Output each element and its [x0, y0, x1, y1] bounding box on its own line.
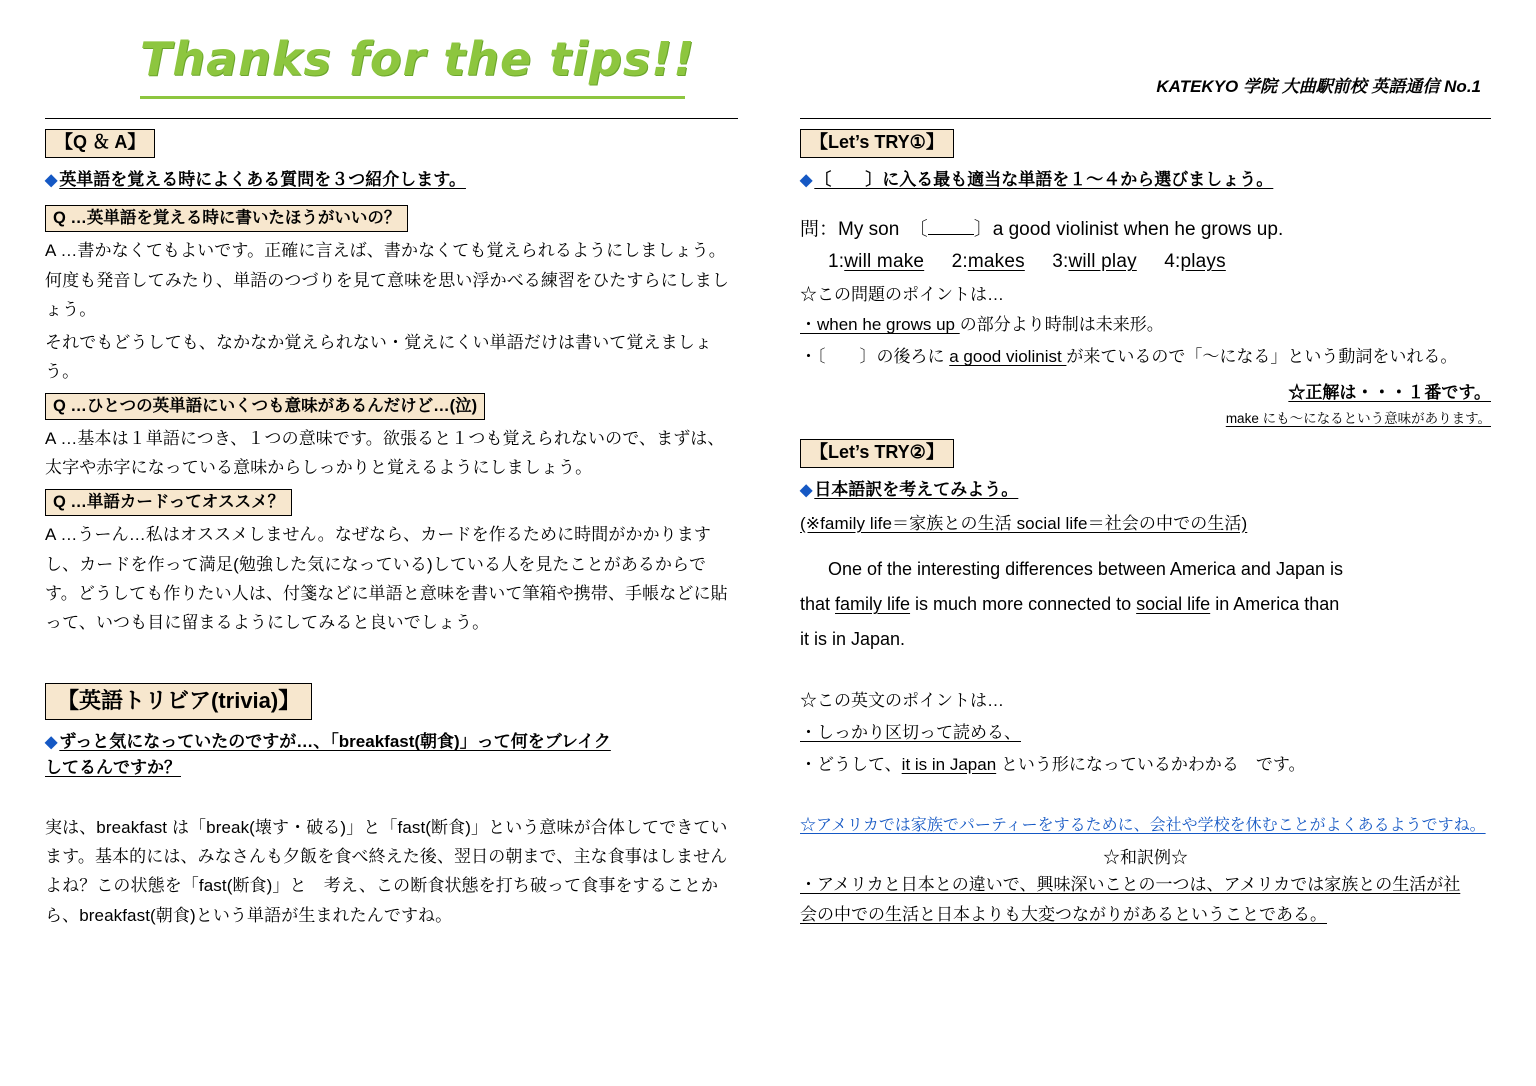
- right-spacer-1: [800, 427, 1491, 439]
- try1-note: [800, 407, 1491, 427]
- culture-note: [800, 812, 1491, 839]
- english-point-2-term: it is in Japan: [901, 754, 997, 774]
- right-column: [768, 118, 1491, 930]
- english-point-head: ☆この英文のポイントは…: [800, 691, 1004, 711]
- qa-intro-text: 英単語を覚える時によくある質問を３つ紹介します。: [59, 169, 466, 189]
- english-point-2-pre: ・どうして、: [800, 754, 902, 774]
- english-point-2-post: という形になっているかわかる です。: [996, 754, 1306, 774]
- choice-2-text: makes: [967, 251, 1025, 273]
- english-passage: [800, 552, 1491, 657]
- translation-title: ☆和訳例☆: [1103, 847, 1188, 867]
- english-line-2-b: is much more connected to: [910, 594, 1137, 614]
- choice-2-num: 2:: [951, 251, 968, 273]
- english-line-2-c: in America than: [1210, 594, 1340, 614]
- culture-note-text: ☆アメリカでは家族でパーティーをするために、会社や学校を休むことがよくあるようですね。: [800, 816, 1486, 834]
- right-top-rule: [800, 118, 1491, 119]
- qa-section-heading: 【Q ＆ A】: [45, 129, 155, 158]
- trivia-answer: 実は、breakfast は「break(壊す・破る)」と「fast(断食)」という意味が合体してできています。基本的には、みなさんも夕飯を食べ終えた後、翌日の朝まで、主な食事はしませんよね？この状態を「fast(断食)」と 考え、この断食状態を打ち破って食事をすることから、breakfast(朝食)という単語が生まれたんですね。: [45, 817, 728, 925]
- answer-3: A …うーん…私はオススメしません。なぜなら、カードを作るために時間がかかりますし、カードを作って満足(勉強した気になっている)している人を見たことがあるからです。どうしても作りたい人は、付箋などに単語と意味を書いて筆箱や携帯、手帳などに貼って、いつも目に留まるようにしてみると良いでしょう。: [45, 525, 728, 633]
- answer-1: A …書かなくてもよいです。正確に言えば、書かなくても覚えられるようにしましょう。何度も発音してみたり、単語のつづりを見て意味を思い浮かべる練習をひたすらにしましょう。: [45, 241, 729, 319]
- left-top-rule: [45, 118, 738, 119]
- try1-point-1-pre: ・when he grows up: [800, 315, 960, 335]
- trivia-spacer: [45, 787, 738, 809]
- try1-heading: 【Let’s TRY①】: [800, 129, 954, 158]
- try1-note-text: make にも～になるという意味があります。: [1225, 410, 1491, 426]
- try1-point-1: [800, 310, 1491, 340]
- glossary-note: [800, 509, 1491, 538]
- answer-1b: それでもどうしても、なかなか覚えられない・覚えにくい単語だけは書いて覚えましょう。: [45, 333, 712, 382]
- try1-point-1-post: の部分より時制は未来形。: [959, 315, 1164, 335]
- try2-instruction-line: [800, 477, 1491, 503]
- english-point-1-text: ・しっかり区切って読める、: [800, 723, 1021, 743]
- diamond-bullet-icon: ◆: [800, 481, 813, 499]
- translation-line-2: 会の中での生活と日本よりも大変つながりがあるということである。: [800, 904, 1327, 924]
- question-pre: My son 〔: [838, 218, 928, 240]
- translation-body: [800, 870, 1491, 930]
- choice-3-num: 3:: [1052, 251, 1069, 273]
- diamond-bullet-icon: ◆: [45, 171, 58, 189]
- question-2: Q …ひとつの英単語にいくつも意味があるんだけど…(泣): [45, 393, 485, 421]
- try2-instruction: 日本語訳を考えてみよう。: [814, 479, 1019, 499]
- left-spacer: [45, 637, 738, 683]
- try2-heading: 【Let’s TRY②】: [800, 439, 954, 468]
- choice-4-num: 4:: [1164, 251, 1181, 273]
- title-underline: [140, 96, 685, 99]
- english-line-2-a: that: [800, 594, 836, 614]
- english-line-3: it is in Japan.: [800, 629, 906, 650]
- translation-line-1: ・アメリカと日本との違いで、興味深いことの一つは、アメリカでは家族との生活が社: [800, 874, 1461, 894]
- english-line-1: One of the interesting differences between America and Japan is: [828, 558, 1343, 579]
- right-spacer-3: [800, 780, 1491, 802]
- answer-blank: [928, 234, 974, 235]
- question-3: Q …単語カードってオススメ？: [45, 489, 292, 517]
- issue-info: KATEKYO 学院 大曲駅前校 英語通信 No.1: [1156, 77, 1481, 96]
- trivia-question-line1: ずっと気になっていたのですが…、「breakfast(朝食)」って何をブレイク: [59, 732, 611, 752]
- trivia-question: [45, 729, 738, 781]
- answer-2: A …基本は１単語につき、１つの意味です。欲張ると１つも覚えられないので、まずは、太字や赤字になっている意味からしっかりと覚えるようにしましょう。: [45, 429, 725, 478]
- diamond-bullet-icon: ◆: [800, 171, 813, 189]
- qa-intro-line: [45, 167, 738, 193]
- try1-instruction: 〔 〕に入る最も適当な単語を１～４から選びましょう。: [814, 169, 1274, 189]
- page-title: Thanks for the tips!!: [140, 32, 696, 86]
- try1-point-2-mid: a good violinist: [949, 347, 1067, 367]
- question-1: Q …英単語を覚える時に書いたほうがいいの？: [45, 205, 408, 233]
- question-post: 〕a good violinist when he grows up.: [973, 218, 1284, 240]
- try1-point-2: [800, 342, 1491, 372]
- choice-1-text: will make: [844, 251, 925, 273]
- two-column-body: [0, 118, 1536, 930]
- glossary-text: (※family life＝家族との生活 social life＝社会の中での生活): [800, 513, 1248, 533]
- english-point-2: [800, 750, 1491, 780]
- right-spacer-2: [800, 657, 1491, 679]
- try1-point-2-pre: ・〔 〕の後ろに: [800, 347, 950, 367]
- choice-1-num: 1:: [828, 251, 845, 273]
- try1-question: [800, 215, 1491, 245]
- english-term-social-life: social life: [1136, 594, 1211, 614]
- try1-answer: [800, 378, 1491, 403]
- page-header: [0, 0, 1536, 118]
- try1-point-2-post: が来ているので「～になる」という動詞をいれる。: [1066, 347, 1458, 367]
- trivia-question-line2: してるんですか？: [45, 758, 181, 778]
- left-column: [45, 118, 768, 930]
- question-label: 問：: [800, 218, 839, 240]
- diamond-bullet-icon: ◆: [45, 734, 58, 752]
- english-point-1: [800, 718, 1491, 748]
- try1-instruction-line: [800, 167, 1491, 193]
- choice-3-text: will play: [1068, 251, 1137, 273]
- try1-answer-text: ☆正解は・・・１番です。: [1288, 382, 1491, 402]
- english-term-family-life: family life: [835, 594, 911, 614]
- choice-4-text: plays: [1180, 251, 1226, 273]
- choice-list: [828, 251, 1491, 273]
- trivia-section-heading: 【英語トリビア(trivia)】: [45, 683, 312, 720]
- try1-point-head: ☆この問題のポイントは…: [800, 285, 1004, 305]
